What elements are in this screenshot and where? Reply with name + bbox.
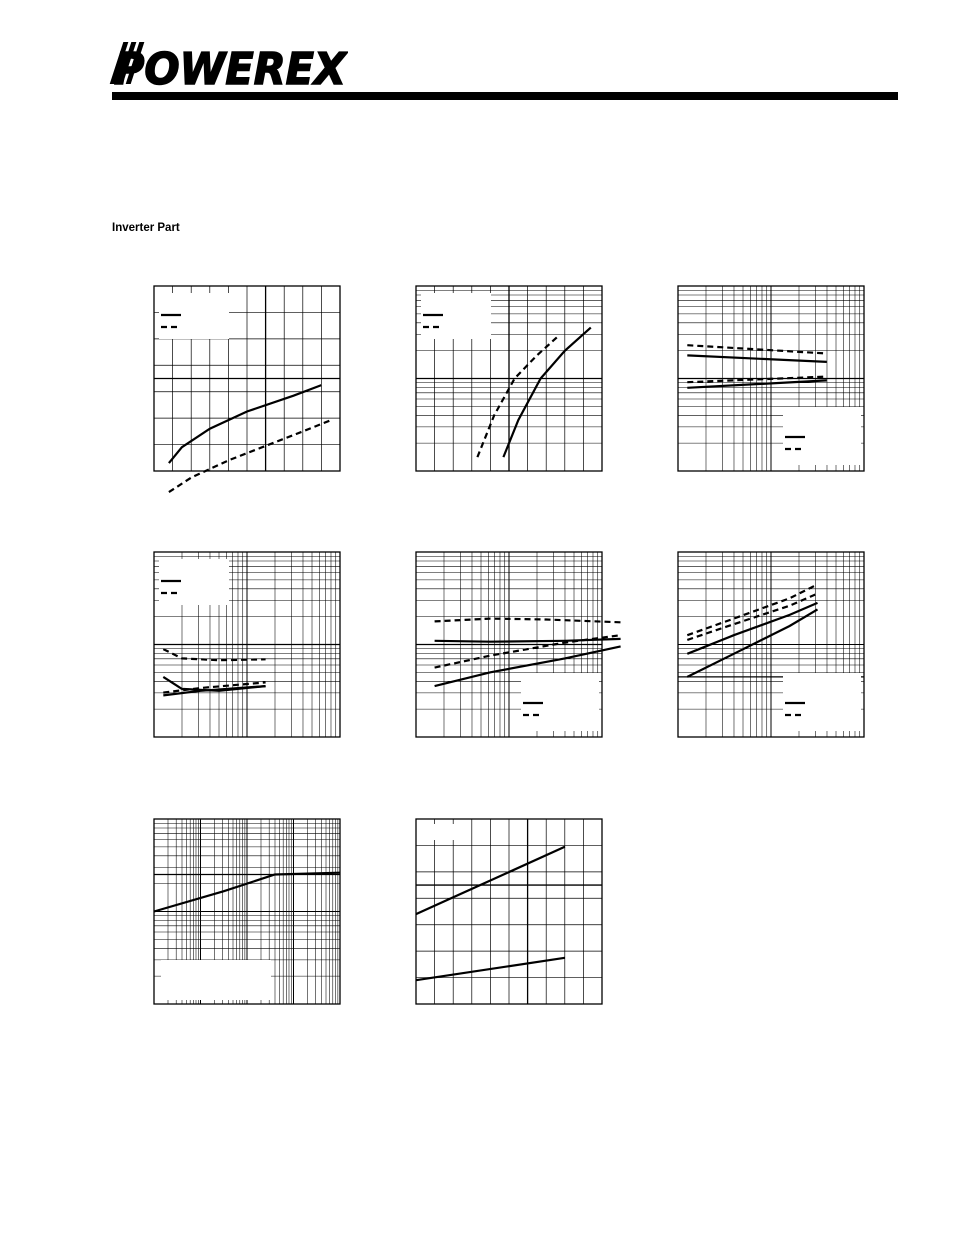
chart-2	[415, 285, 603, 472]
series-line-1	[435, 619, 621, 623]
series-line-1	[163, 649, 265, 660]
chart-1	[153, 285, 341, 472]
chart-5	[415, 551, 603, 738]
powerex-logo	[108, 40, 348, 88]
chart-4	[153, 551, 341, 738]
annotation-box	[419, 824, 469, 840]
section-title: Inverter Part	[112, 222, 180, 234]
series-line-2	[169, 420, 333, 493]
logo-wordmark: POWEREX	[114, 44, 348, 88]
series-line-1	[687, 355, 827, 362]
chart-7	[153, 818, 341, 1005]
chart-8	[415, 818, 603, 1005]
annotation-box	[161, 960, 271, 1000]
chart-3	[677, 285, 865, 472]
series-line-2	[687, 345, 827, 353]
series-line-4	[687, 609, 817, 677]
series-line-2	[477, 337, 557, 457]
series-line-1	[169, 385, 322, 463]
chart-6	[677, 551, 865, 738]
header-rule	[112, 92, 898, 100]
